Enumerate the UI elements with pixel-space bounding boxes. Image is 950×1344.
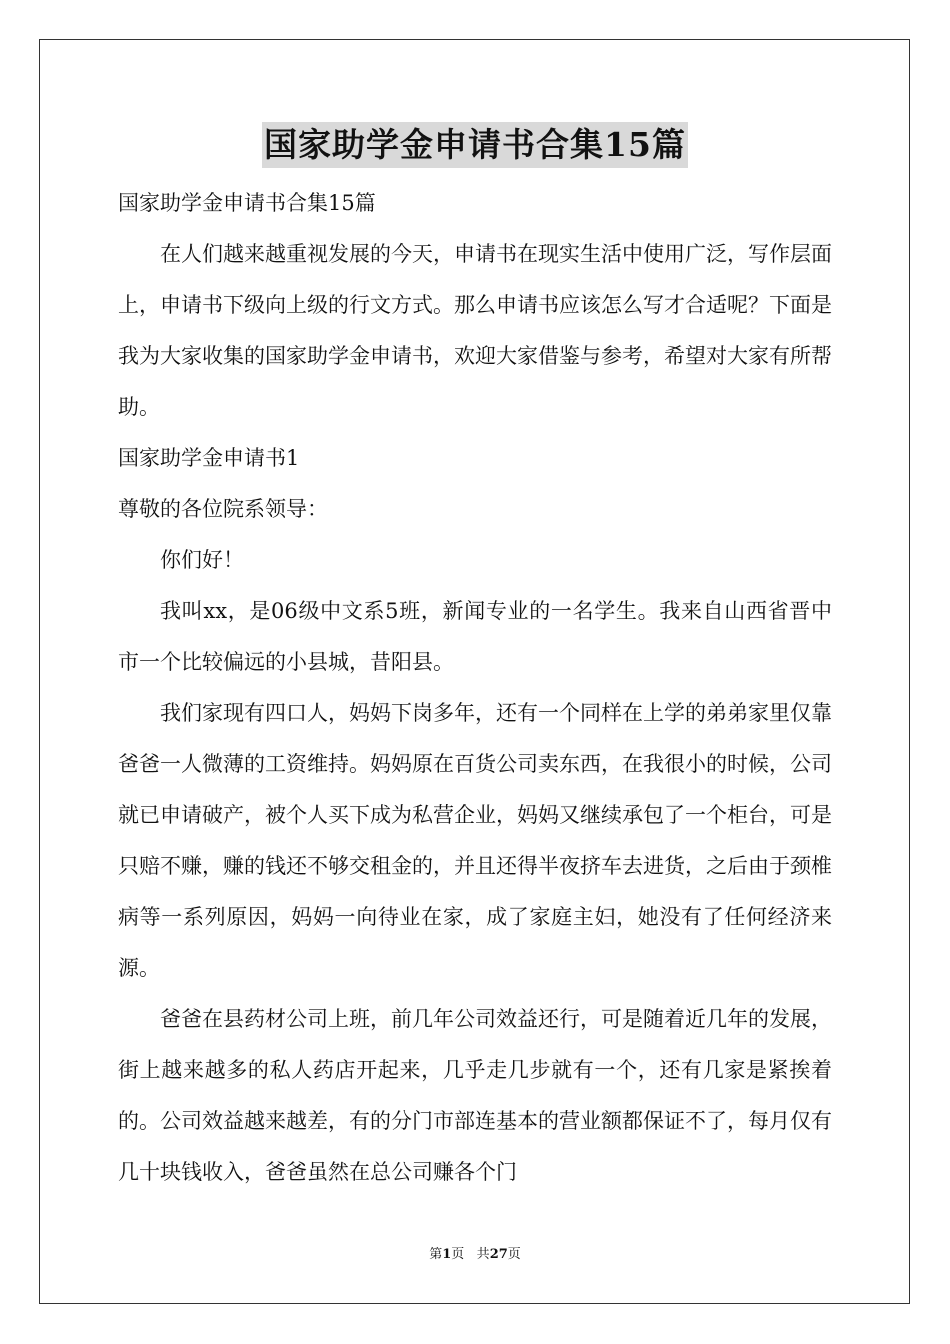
page-number: 1 (442, 1247, 452, 1262)
salutation: 尊敬的各位院系领导： (118, 497, 328, 521)
page-prefix: 第 (429, 1247, 443, 1262)
body-paragraph: 我们家现有四口人，妈妈下岗多年，还有一个同样在上学的弟弟家里仅靠爸爸一人微薄的工资维持。妈妈原在百货公司卖东西，在我很小的时候，公司就已申请破产，被个人买下成为私营企业，妈妈又继续承包了一个柜台，可是只赔不赚，赚的钱还不够交租金的，并且还得半夜挤车去进货，之后由于颈椎病等一系列原因，妈妈一向待业在家，成了家庭主妇，她没有了任何经济来源。 (118, 701, 832, 980)
total-pages: 27 (489, 1247, 508, 1262)
body-paragraph: 我叫xx，是06级中文系5班，新闻专业的一名学生。我来自山西省晋中市一个比较偏远的小县城，昔阳县。 (118, 599, 832, 674)
title-container (0, 122, 950, 168)
intro-paragraph: 在人们越来越重视发展的今天，申请书在现实生活中使用广泛，写作层面上，申请书下级向上级的行文方式。那么申请书应该怎么写才合适呢？下面是我为大家收集的国家助学金申请书，欢迎大家借鉴与参考，希望对大家有所帮助。 (118, 242, 832, 419)
document-body (118, 178, 832, 1198)
page-suffix: 页 (451, 1247, 465, 1262)
body-paragraph: 爸爸在县药材公司上班，前几年公司效益还行，可是随着近几年的发展，街上越来越多的私人药店开起来，几乎走几步就有一个，还有几家是紧挨着的。公司效益越来越差，有的分门市部连基本的营业额都保证不了，每月仅有几十块钱收入，爸爸虽然在总公司赚各个门 (118, 1007, 832, 1184)
total-suffix: 页 (507, 1247, 521, 1262)
document-title: 国家助学金申请书合集15篇 (262, 122, 688, 168)
section-heading: 国家助学金申请书1 (118, 446, 300, 470)
total-prefix: 共 (476, 1247, 490, 1262)
page-footer (0, 1245, 950, 1265)
greeting: 你们好！ (160, 548, 244, 572)
subtitle-line: 国家助学金申请书合集15篇 (118, 191, 376, 215)
